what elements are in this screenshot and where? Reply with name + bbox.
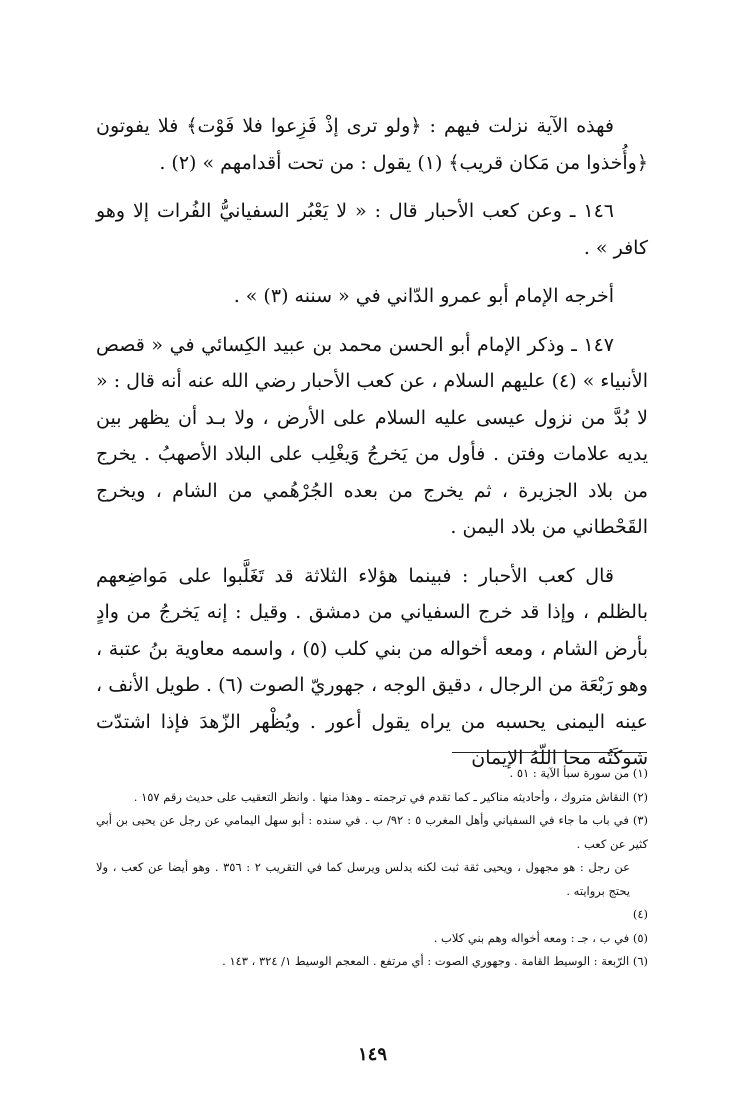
- footnote-5: (٥) في ب ، جـ : ومعه أخواله وهم بني كلاب .: [433, 930, 648, 945]
- footnote-2: (٢) النقاش متروك ، وأحاديثه مناكير ـ كما تقدم في ترجمته ـ وهذا منها . وانظر التعقيب على حديث رقم ١٥٧ .: [133, 789, 648, 804]
- footnote-6: (٦) الرّبعة : الوسيط القامة . وجهوري الصوت : أي مرتفع . المعجم الوسيط ١/ ٣٢٤ ، ١٤٣ .: [222, 954, 648, 968]
- main-text: [96, 108, 648, 777]
- footnote-3-continued: عن رجل : هو مجهول ، ويحيى ثقة ثبت لكنه يدلس ويرسل كما في التقريب ٢ : ٣٥٦ . وهو أيضا عن كعب ، ولا يحتج بروايته .: [96, 860, 631, 898]
- footnote-divider: [452, 752, 647, 753]
- footnote-4: (٤): [632, 907, 648, 921]
- paragraph-takhrij: أخرجه الإمام أبو عمرو الدّاني في « سننه (٣) » .: [233, 285, 614, 307]
- paragraph-kaab-account: قال كعب الأحبار : فبينما هؤلاء الثلاثة قد تَغَلَّبوا على مَواضِعهم بالظلم ، وإذا قد خرج السفياني من دمشق . وقيل : إنه يَخرجُ من وادٍ بأرض الشام ، ومعه أخواله من بني كلب (٥) ، واسمه معاوية بنُ عتبة ، وهو رَبْعَة من الرجال ، دقيق الوجه ، جهوريّ الصوت (٦) . طويل الأنف ، عينه اليمنى يحسبه من يراه يقول أعور . ويُظْهر الزّهدَ فإذا اشتدّت شوكَتُه محا اللّهُ الإيمان: [96, 564, 648, 769]
- paragraph-verse-commentary: فهذه الآية نزلت فيهم : ﴿ولو ترى إذْ فَزِعوا فلا فَوْت﴾ فلا يفوتون ﴿وأُخذوا من مَكان قريب﴾ (١) يقول : من تحت أقدامهم » (٢) .: [96, 115, 648, 174]
- paragraph-147: ١٤٧ ـ وذكر الإمام أبو الحسن محمد بن عبيد الكِسائي في « قصص الأنبياء » (٤) عليهم السلام ، عن كعب الأحبار رضي الله عنه أنه قال : « لا بُدَّ من نزول عيسى عليه السلام على الأرض ، ولا بـد أن يظهر بين يديه علامات وفتن . فأول من يَخرجُ وَيغْلِب على البلاد الأصهبُ . يخرج من بلاد الجزيرة ، ثم يخرج من بعده الجُرْهُمي من الشام ، ويخرج القَحْطاني من بلاد اليمن .: [96, 333, 648, 538]
- page-number: ١٤٩: [357, 1044, 387, 1065]
- paragraph-146: ١٤٦ ـ وعن كعب الأحبار قال : « لا يَعْبُر السفيانيُّ الفُرات إلا وهو كافر » .: [96, 200, 648, 259]
- footnote-1: (١) من سورة سبأ الآية : ٥١ .: [509, 766, 648, 780]
- footnote-3: (٣) في باب ما جاء في السفياني وأهل المغرب ٥ : ٩٢/ ب . في سنده : أبو سهل اليمامي عن رجل عن يحيى بن أبي كثير عن كعب .: [96, 813, 648, 851]
- footnotes: [96, 762, 648, 974]
